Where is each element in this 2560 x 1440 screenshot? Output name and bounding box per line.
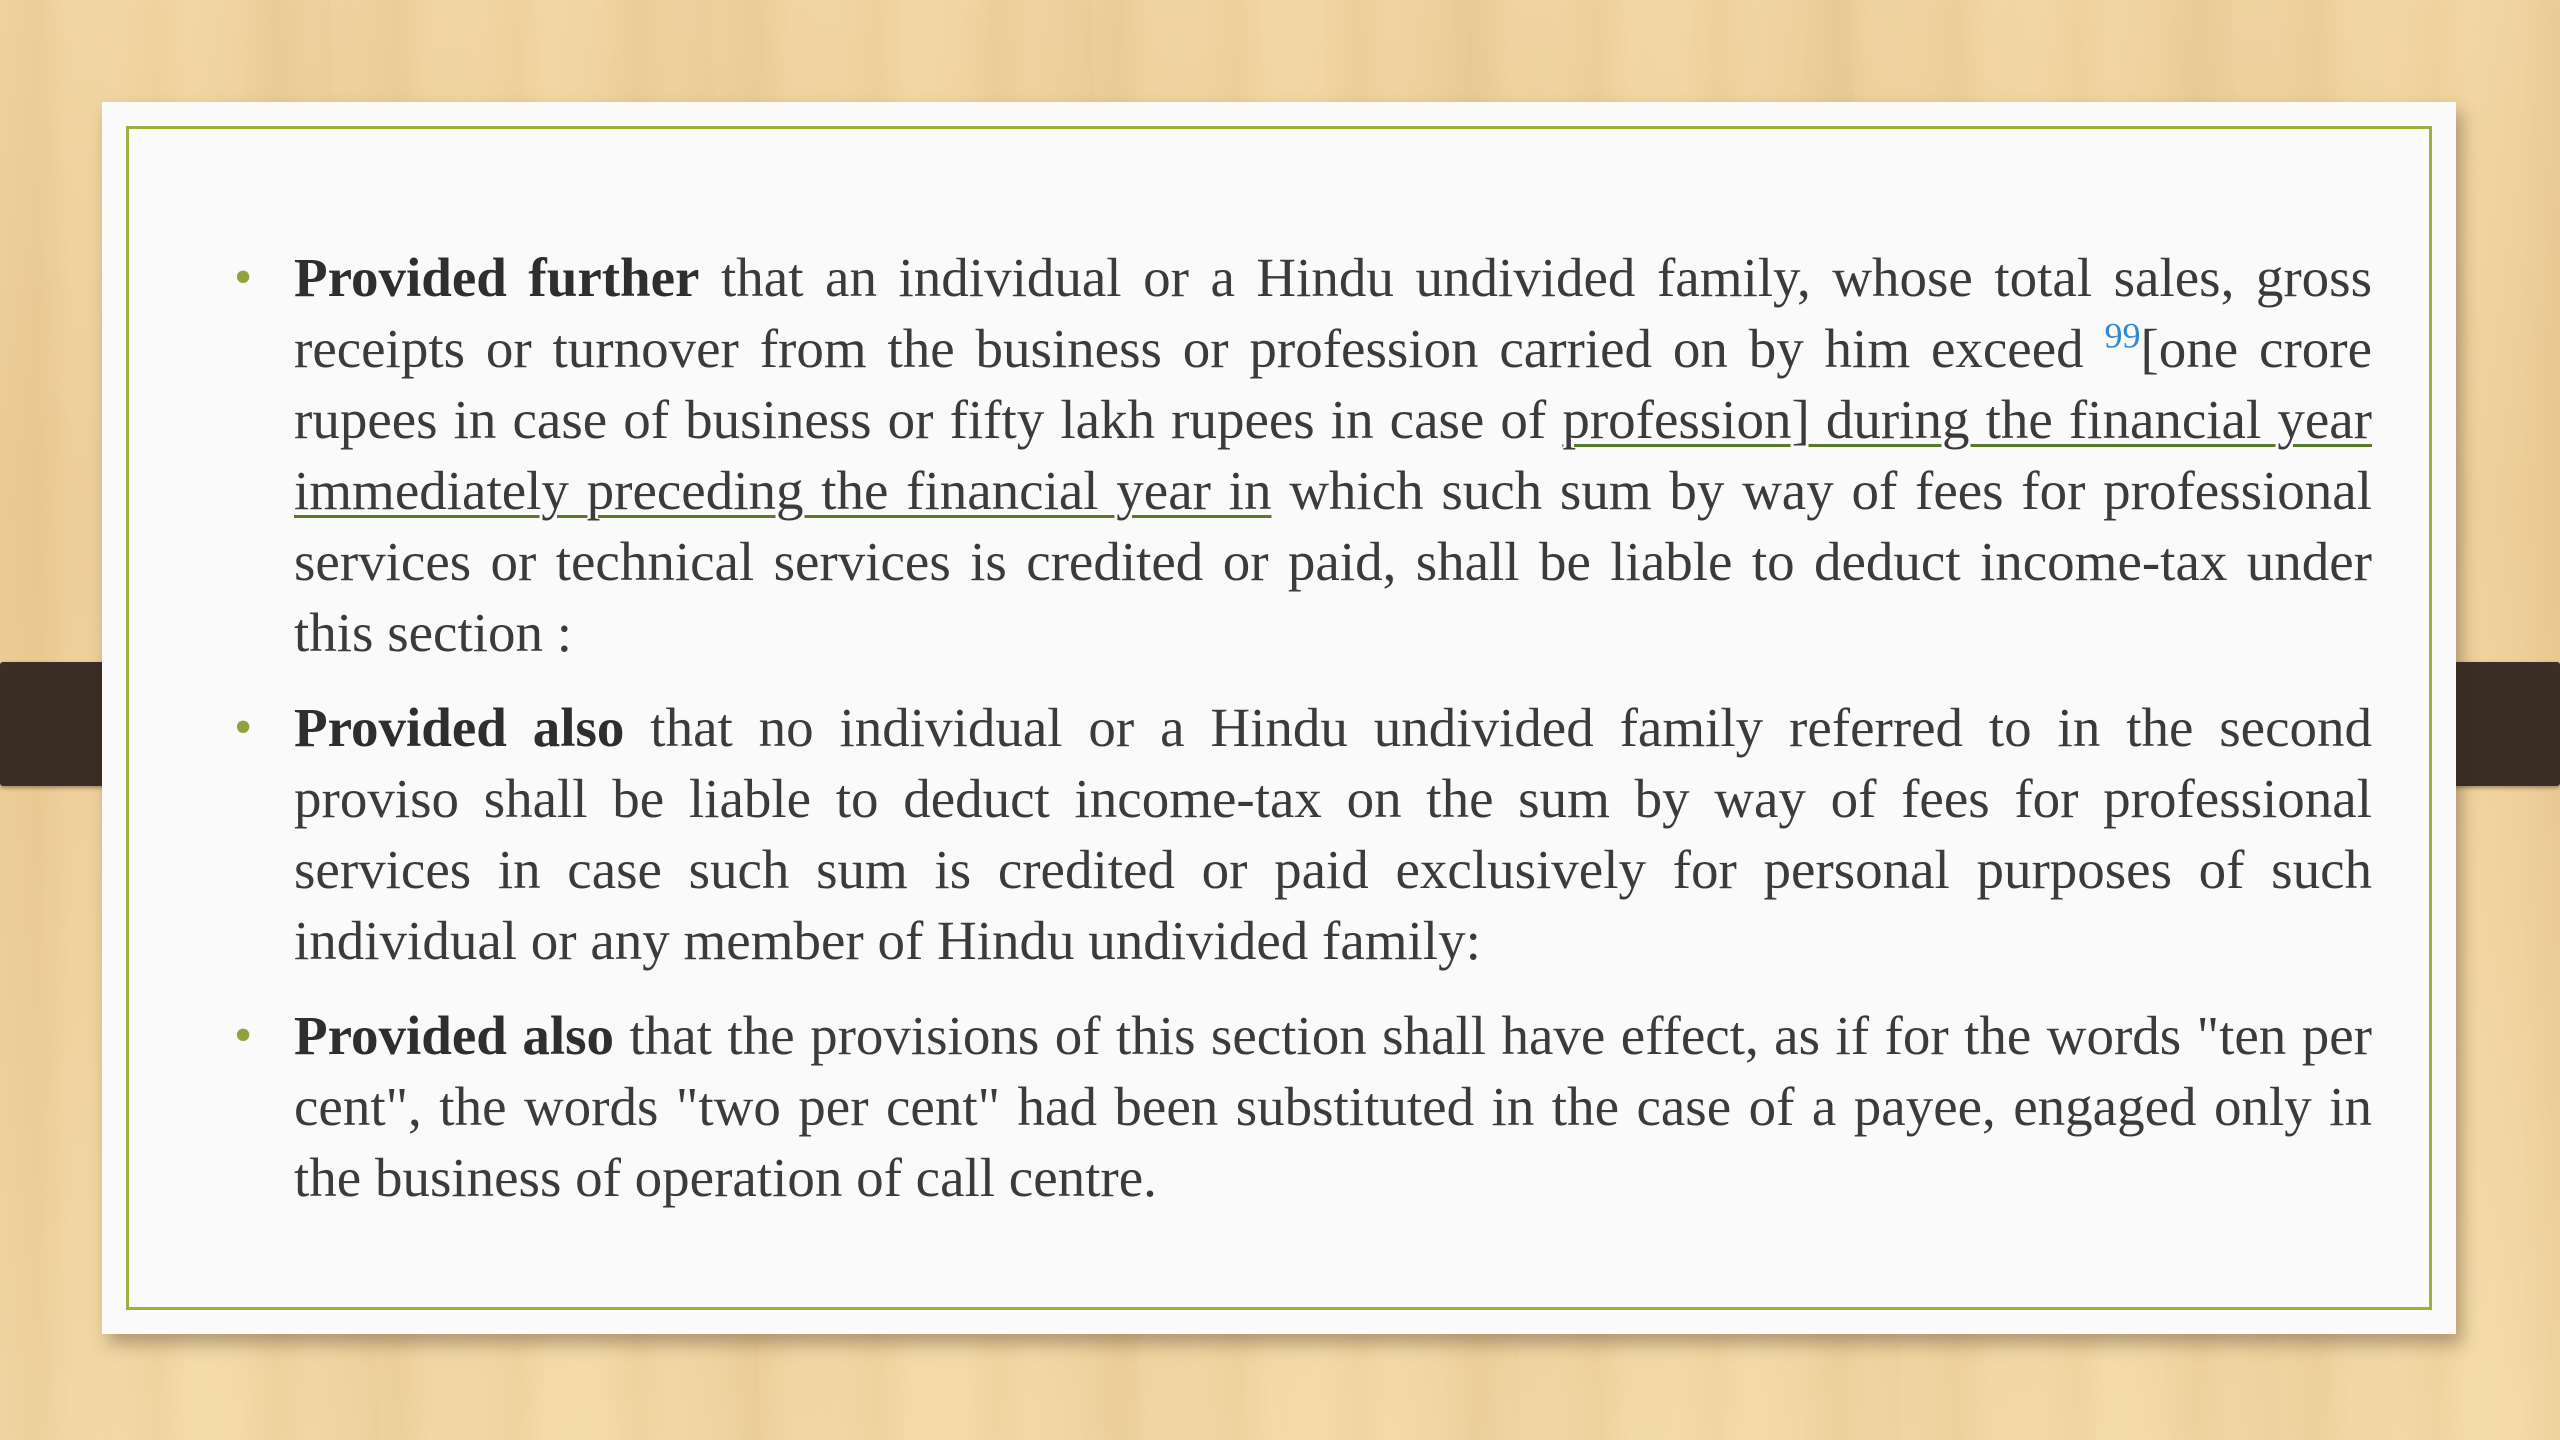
item-body-text: that no individual or a Hindu undivided family referred to in the second proviso shall be liable to deduct income-tax on the sum by way of fees for professional services in case such sum is credited or paid exclusively for personal purposes of such individual or any member of Hindu undivided family: — [294, 697, 2372, 971]
list-item-proviso-also-2 — [234, 1000, 2372, 1213]
underlined-amendment-text: profession] during the financial year immediately preceding the financial year in — [294, 389, 2372, 521]
list-item-proviso-further — [234, 242, 2372, 668]
bullet-list — [234, 242, 2372, 1237]
item-body-text: that an individual or a Hindu undivided family, whose total sales, gross receipts or turnover from the business or profession carried on by him exceed — [294, 247, 2372, 379]
item-lead-text: Provided further — [294, 247, 700, 308]
list-item-proviso-also-1 — [234, 692, 2372, 976]
bullet-icon: • — [234, 249, 253, 306]
bullet-icon: • — [234, 1007, 253, 1064]
bullet-icon: • — [234, 699, 253, 756]
footnote-reference: 99 — [2104, 315, 2141, 356]
item-body-text-continued: [one crore rupees in case of business or fifty lakh rupees in case of — [294, 318, 2372, 450]
item-body-text: that the provisions of this section shall have effect, as if for the words "ten per cent", the words "two per cent" had been substituted in the case of a payee, engaged only in the business of operation of call centre. — [294, 1005, 2372, 1208]
item-lead-text: Provided also — [294, 697, 625, 758]
item-body-text-end: which such sum by way of fees for professional services or technical services is credited or paid, shall be liable to deduct income-tax under this section : — [294, 460, 2372, 663]
item-lead-text: Provided also — [294, 1005, 615, 1066]
slide-card — [102, 102, 2456, 1334]
